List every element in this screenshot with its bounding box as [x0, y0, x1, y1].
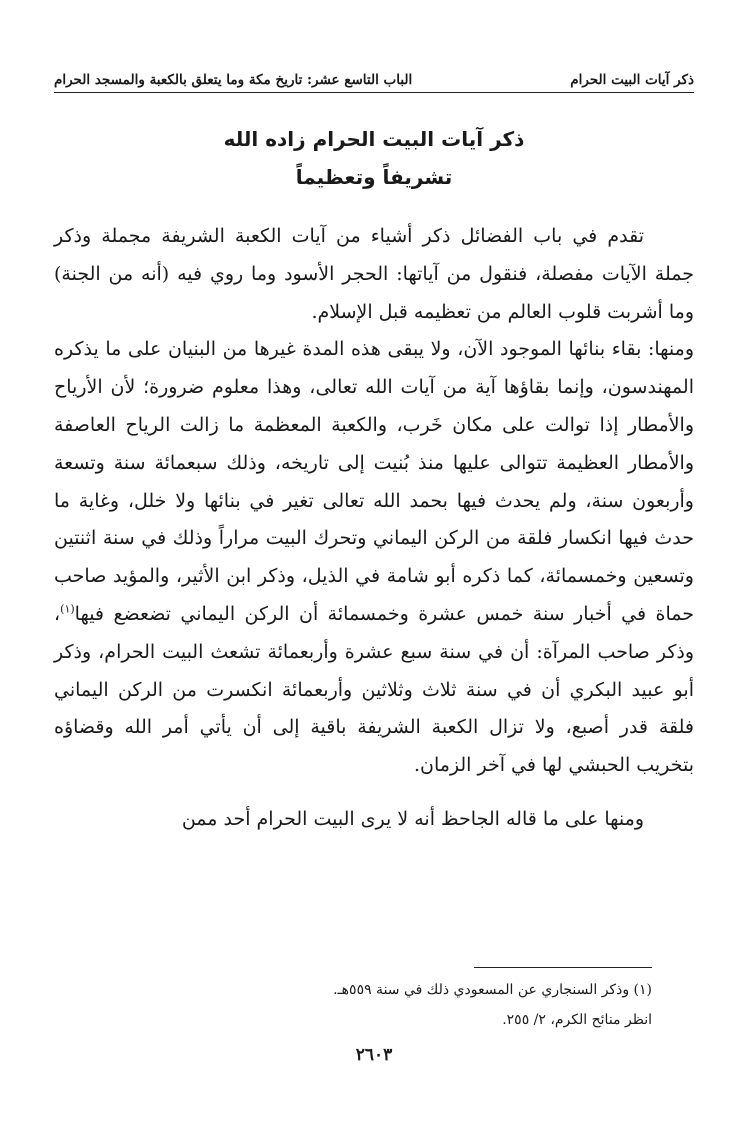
main-text — [54, 218, 694, 839]
paragraph-2-part-2: ، وذكر صاحب المرآة: أن في سنة سبع عشرة وأربعمائة تشعث البيت الحرام، وذكر أبو عبيد البكري أن في سنة ثلاث وثلاثين وأربعمائة انكسرت من الركن اليماني فلقة قدر أصبع، ولا تزال الكعبة الشريفة باقية إلى أن يأتي أمر الله وقضاؤه بتخريب الحبشي لها في آخر الزمان. — [54, 602, 694, 777]
section-title — [54, 120, 694, 196]
paragraph-3: ومنها على ما قاله الجاحظ أنه لا يرى البيت الحرام أحد ممن — [181, 807, 644, 830]
section-title-line-2: تشريفاً وتعظيماً — [295, 165, 453, 189]
page-number: ٢٦٠٣ — [355, 1045, 393, 1065]
footnote-1-reference: انظر منائح الكرم، ٢/ ٢٥٥. — [502, 1012, 652, 1028]
footnote-1: (١) وذكر السنجاري عن المسعودي ذلك في سنة ٥٥٩هـ. — [333, 982, 652, 998]
section-title-line-1: ذكر آيات البيت الحرام زاده الله — [223, 127, 525, 151]
paragraph-1: تقدم في باب الفضائل ذكر أشياء من آيات الكعبة الشريفة مجملة وذكر جملة الآيات مفصلة، فنقول من آياتها: الحجر الأسود وما روي فيه (أنه من الجنة) وما أشربت قلوب العالم من تعظيمه قبل الإسلام. — [54, 225, 694, 323]
running-header — [54, 58, 694, 88]
header-chapter-title: ذكر آيات البيت الحرام — [570, 72, 694, 88]
header-divider — [54, 92, 694, 93]
header-book-section: الباب التاسع عشر: تاريخ مكة وما يتعلق بالكعبة والمسجد الحرام — [54, 72, 413, 88]
footnote-reference: (١) — [60, 602, 75, 616]
paragraph-2 — [54, 331, 694, 785]
footnote-divider — [474, 967, 652, 968]
footnotes — [54, 975, 652, 1035]
paragraph-2-part-1: ومنها: بقاء بنائها الموجود الآن، ولا يبقى هذه المدة غيرها من البنيان على ما يذكره المهندسون، وإنما بقاؤها آية من آيات الله تعالى، وهذا معلوم ضرورة؛ لأن الأرياح والأمطار إذا توالت على مكان خَرب، والكعبة المعظمة ما زالت الرياح العاصفة والأمطار العظيمة تتوالى عليها منذ بُنيت إلى تاريخه، وذلك سبعمائة سنة وتسعة وأربعون سنة، ولم يحدث فيها بحمد الله تعالى تغير في بنائها ولا خلل، وغاية ما حدث فيها انكسار فلقة من الركن اليماني وتحرك البيت مراراً وذلك في سنة اثنتين وتسعين وخمسمائة، كما ذكره أبو شامة في الذيل، وذكر ابن الأثير، والمؤيد صاحب حماة في أخبار سنة خمس عشرة وخمسمائة أن الركن اليماني تضعضع فيها — [54, 338, 694, 625]
